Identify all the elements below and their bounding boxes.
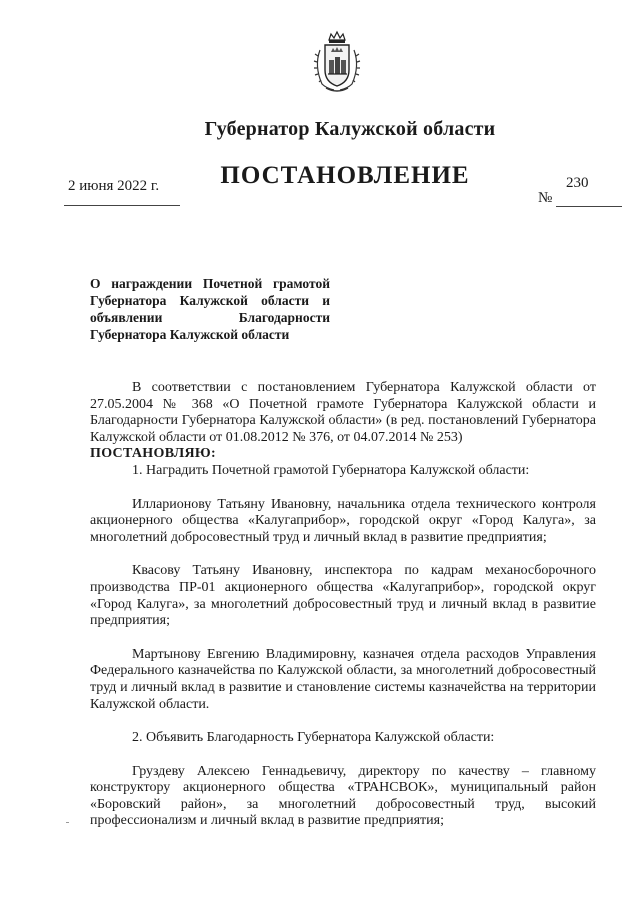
issuer-title: Губернатор Калужской области <box>204 118 496 140</box>
document-body <box>90 380 596 830</box>
awardee-paragraph: Квасову Татьяну Ивановну, инспектора по кадрам механосборочного производства ПР-01 акционерного общества «Калугаприбор», городской округ «Город Калуга», за многолетний добросовестный труд и личный вклад в развитие предприятия; <box>90 563 596 629</box>
scan-mark <box>66 822 69 823</box>
item-2-heading: 2. Объявить Благодарность Губернатора Калужской области: <box>132 730 495 746</box>
document-number: 230 <box>566 175 589 191</box>
item-1-heading: 1. Наградить Почетной грамотой Губернатора Калужской области: <box>132 462 530 478</box>
thanked-paragraph: Груздеву Алексею Геннадьевичу, директору по качеству – главному конструктору акционерного общества «ТРАНСВОК», муниципальный район «Боровский район», за многолетний добросовестный труд, высокий профессионализм и личный вклад в развитие предприятия; <box>90 763 596 829</box>
document-date: 2 июня 2022 г. <box>68 178 160 194</box>
coat-of-arms-emblem <box>312 30 362 94</box>
preamble-paragraph: В соответствии с постановлением Губернатора Калужской области от 27.05.2004 № 368 «О Почетной грамоте Губернатора Калужской области и Благодарности Губернатора Калужской области» (в ред. постановлений Губернатора Калужской области от 01.08.2012 № 376, от 04.07.2014 № 253) <box>90 380 596 445</box>
awardee-paragraph: Илларионову Татьяну Ивановну, начальника отдела технического контроля акционерного общества «Калугаприбор», городской округ «Город Калуга», за многолетний добросовестный труд и личный вклад в развитие предприятия; <box>90 496 596 545</box>
number-label: № <box>538 190 553 206</box>
decree-word: ПОСТАНОВЛЯЮ: <box>90 446 216 462</box>
number-underline <box>556 206 622 207</box>
awardee-paragraph: Мартынову Евгению Владимировну, казначея отдела расходов Управления Федерального казначейства по Калужской области, за многолетний добросовестный труд и личный вклад в развитие и становление системы казначейства на территории Калужской области. <box>90 646 596 712</box>
document-type-heading: ПОСТАНОВЛЕНИЕ <box>220 162 470 189</box>
document-subject: О награждении Почетной грамотой Губернатора Калужской области и объявлении Благодарности Губернатора Калужской области <box>90 276 330 342</box>
date-underline <box>64 205 180 206</box>
